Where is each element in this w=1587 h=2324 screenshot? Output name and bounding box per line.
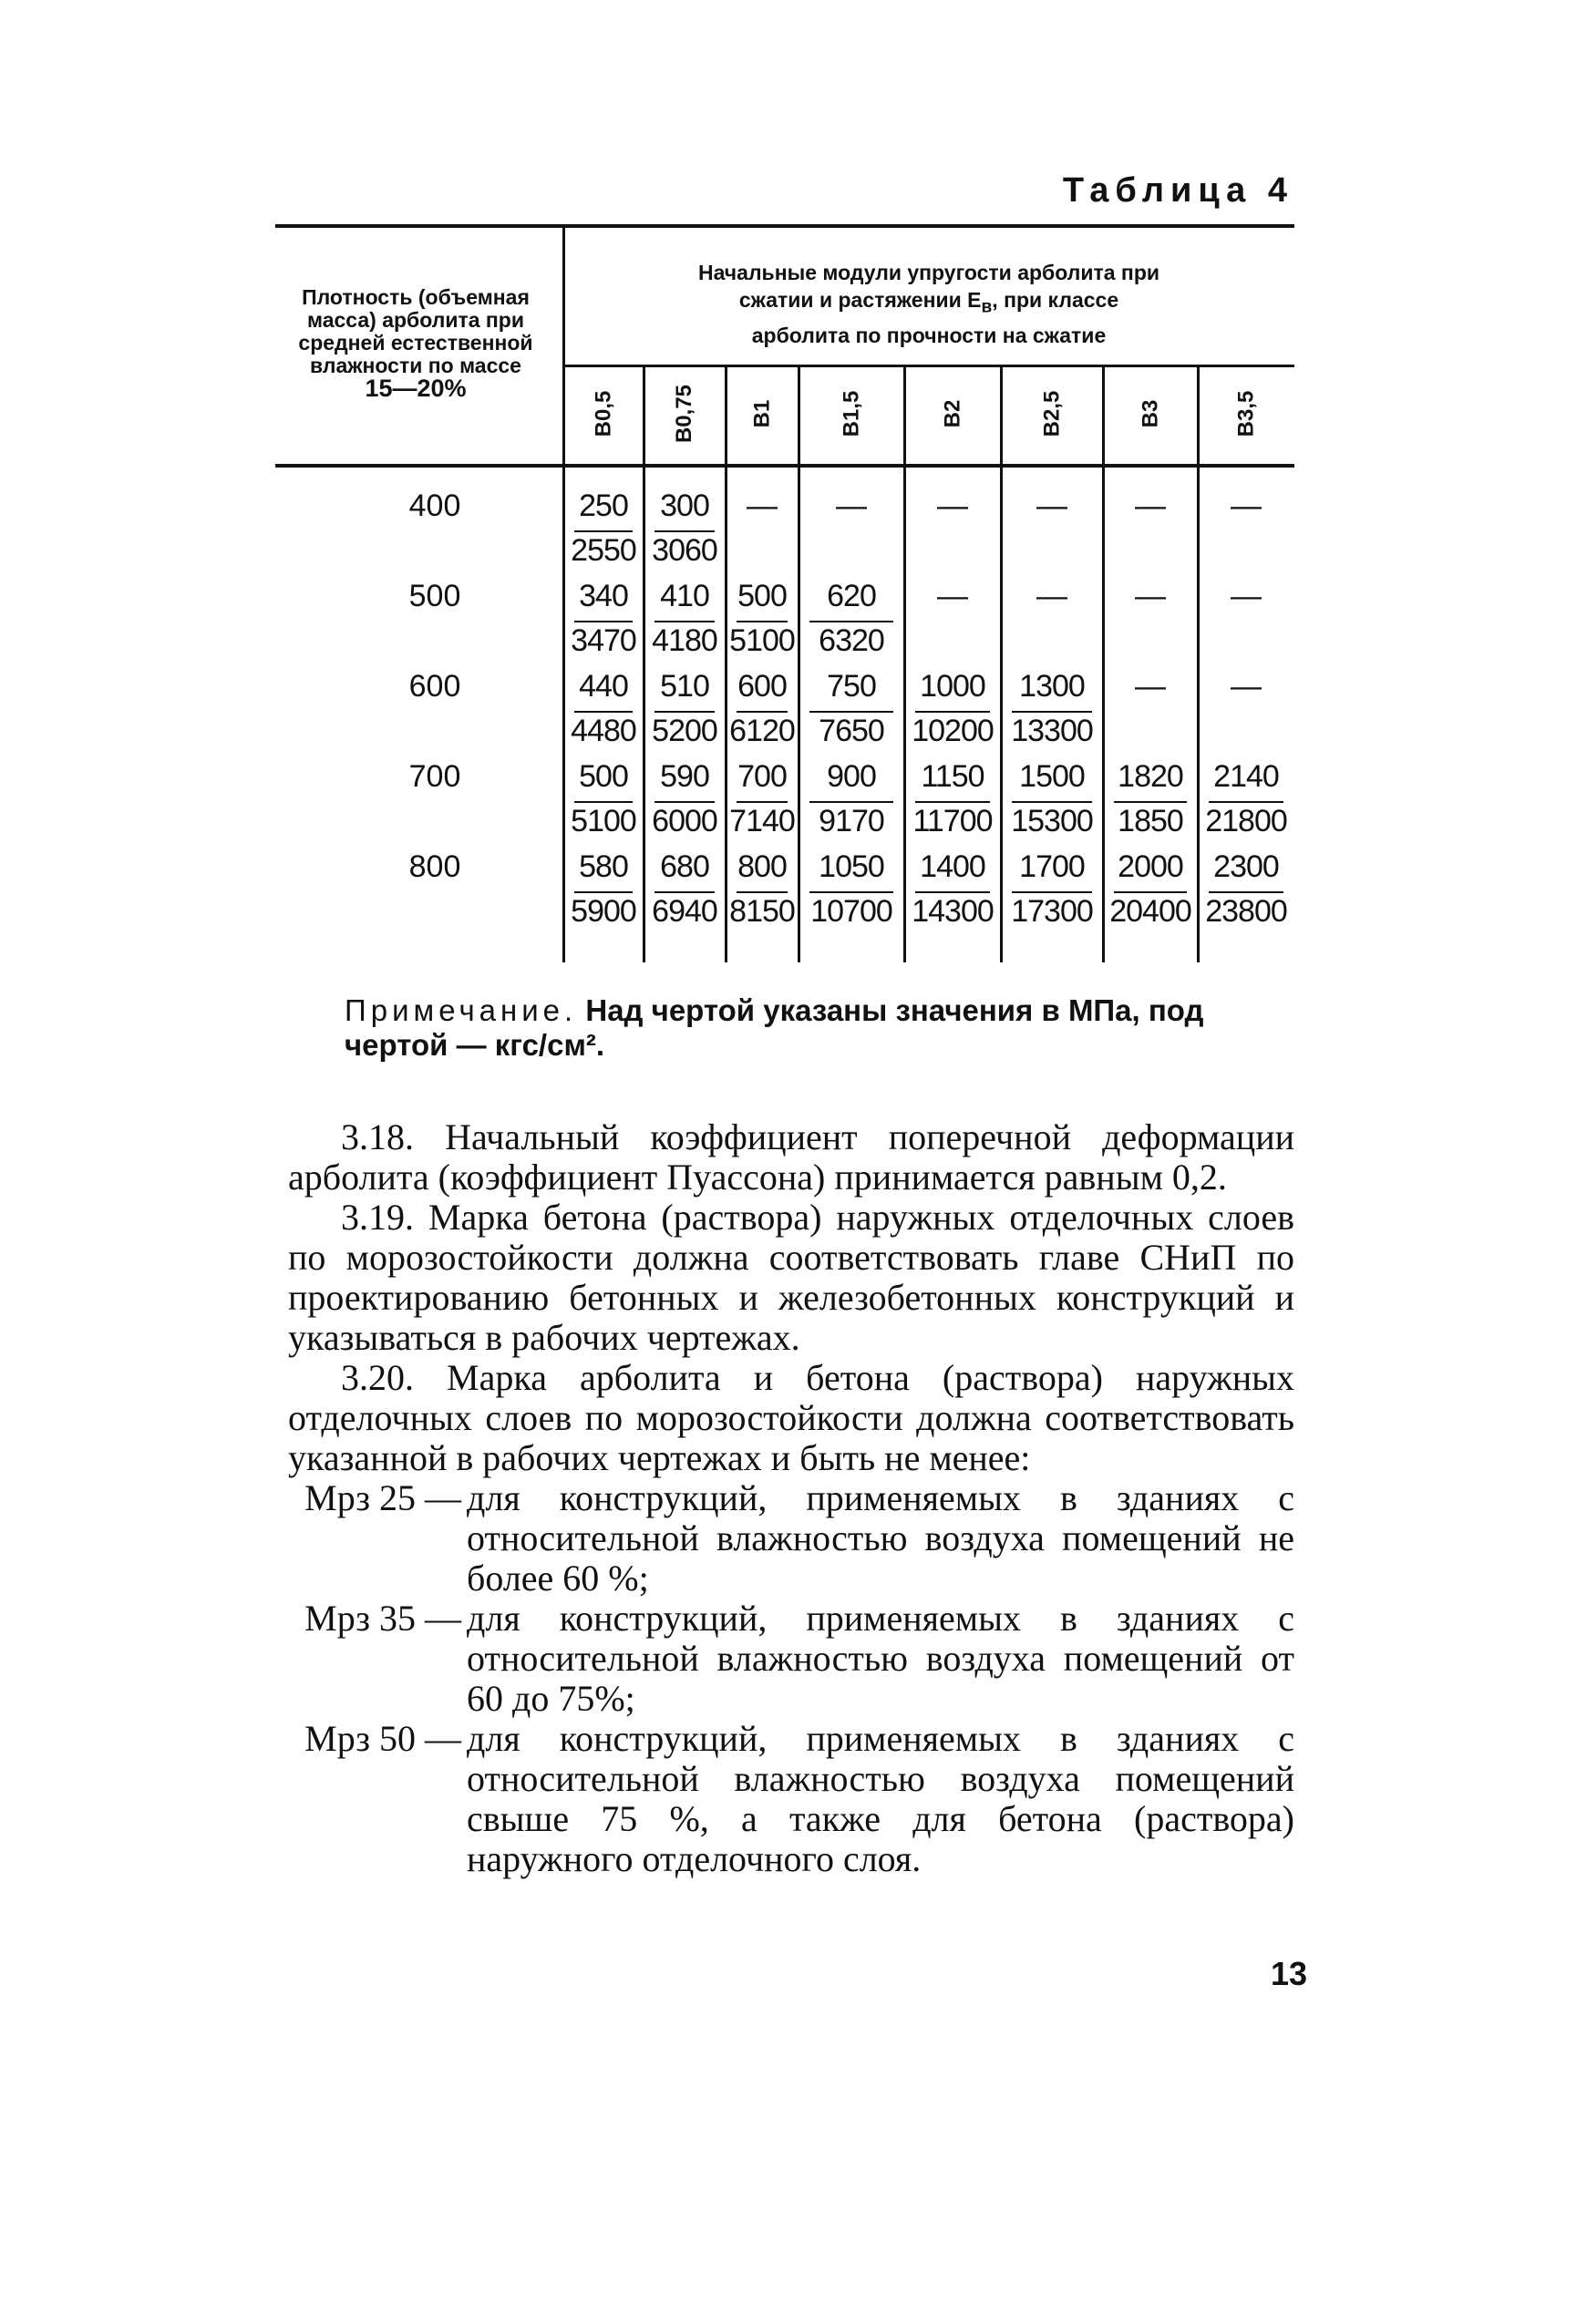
modulus-mpa: 250 bbox=[579, 488, 628, 523]
modulus-kgf: 3060 bbox=[652, 533, 717, 568]
density-value: 600 bbox=[408, 669, 461, 704]
fraction-bar bbox=[574, 711, 633, 713]
column-divider bbox=[643, 365, 645, 962]
modulus-header-line: арболита по прочности на сжатие bbox=[751, 323, 1107, 347]
page-number: 13 bbox=[1271, 1955, 1308, 1992]
modulus-mpa: 510 bbox=[660, 669, 709, 704]
fraction-bar bbox=[1012, 711, 1092, 713]
modulus-kgf: 7140 bbox=[729, 804, 795, 838]
fraction-bar bbox=[1114, 891, 1187, 893]
fraction-bar bbox=[915, 711, 990, 713]
modulus-header-line: сжатии и растяжении Е bbox=[738, 288, 982, 312]
modulus-mpa: 500 bbox=[737, 579, 787, 613]
empty-cell-dash: — bbox=[1036, 579, 1067, 613]
fraction-bar bbox=[915, 891, 990, 893]
modulus-kgf: 23800 bbox=[1205, 894, 1287, 929]
empty-cell-dash: — bbox=[937, 488, 968, 523]
body-text bbox=[288, 1117, 1294, 1879]
modulus-kgf: 6940 bbox=[652, 894, 717, 929]
fraction-bar bbox=[1209, 891, 1283, 893]
fraction-bar bbox=[654, 801, 715, 803]
modulus-mpa: 1820 bbox=[1118, 759, 1183, 794]
modulus-kgf: 10700 bbox=[810, 894, 892, 929]
modulus-kgf: 1850 bbox=[1118, 804, 1183, 838]
class-label: В1,5 bbox=[839, 390, 864, 437]
class-label: В3 bbox=[1138, 399, 1162, 428]
modulus-mpa: 600 bbox=[737, 669, 787, 704]
empty-cell-dash: — bbox=[1231, 488, 1262, 523]
modulus-mpa: 750 bbox=[827, 669, 876, 704]
class-label: В0,75 bbox=[672, 384, 697, 444]
modulus-kgf: 5100 bbox=[571, 804, 636, 838]
column-divider bbox=[903, 365, 906, 962]
empty-cell-dash: — bbox=[1036, 488, 1067, 523]
fraction-bar bbox=[809, 891, 893, 893]
frost-grade-code: Мрз 25 — bbox=[304, 1477, 461, 1518]
density-header-line: масса) арболита при bbox=[306, 308, 524, 332]
modulus-mpa: 1150 bbox=[921, 759, 984, 794]
note-text: Над чертой указаны значения в МПа, под чертой — кгс/см². bbox=[345, 993, 1204, 1062]
modulus-mpa: 440 bbox=[579, 669, 628, 704]
density-value: 800 bbox=[408, 849, 461, 884]
class-label: В1 bbox=[749, 399, 774, 428]
class-header bbox=[666, 377, 703, 450]
column-divider bbox=[725, 365, 727, 962]
table-header-rule bbox=[275, 464, 1294, 468]
modulus-mpa: 1400 bbox=[920, 849, 985, 884]
modulus-mpa: 2000 bbox=[1118, 849, 1183, 884]
table-title: Таблица 4 bbox=[1062, 171, 1293, 210]
modulus-kgf: 13300 bbox=[1011, 714, 1093, 748]
note-label: Примечание. bbox=[345, 993, 578, 1027]
column-divider bbox=[1197, 365, 1200, 962]
frost-grade-item bbox=[288, 1599, 1294, 1719]
class-header bbox=[1132, 377, 1169, 450]
class-header bbox=[1034, 377, 1070, 450]
modulus-mpa: 1500 bbox=[1019, 759, 1085, 794]
fraction-bar bbox=[1012, 891, 1092, 893]
density-value: 400 bbox=[408, 488, 461, 523]
paragraph-3-18: 3.18. Начальный коэффициент поперечной деформации арболита (коэффициент Пуассона) принимается равным 0,2. bbox=[288, 1116, 1294, 1198]
column-divider bbox=[1102, 365, 1105, 962]
modulus-kgf: 2550 bbox=[571, 533, 636, 568]
modulus-mpa: 620 bbox=[827, 579, 876, 613]
frost-grade-text: для конструкций, применяемых в зданиях с относительной влажностью воздуха помещений от 60 до 75%; bbox=[467, 1598, 1294, 1719]
group-header-rule bbox=[563, 365, 1294, 367]
modulus-kgf: 3470 bbox=[571, 623, 636, 658]
modulus-group-header bbox=[563, 259, 1294, 349]
modulus-mpa: 2300 bbox=[1213, 849, 1279, 884]
fraction-bar bbox=[1209, 801, 1283, 803]
fraction-bar bbox=[809, 621, 893, 622]
density-value: 500 bbox=[408, 579, 461, 613]
modulus-mpa: 410 bbox=[660, 579, 709, 613]
modulus-kgf: 5100 bbox=[729, 623, 795, 658]
class-header bbox=[833, 377, 870, 450]
table-top-rule bbox=[275, 224, 1294, 228]
modulus-kgf: 4480 bbox=[571, 714, 636, 748]
modulus-kgf: 10200 bbox=[912, 714, 994, 748]
modulus-header-line: , при классе bbox=[992, 288, 1119, 312]
empty-cell-dash: — bbox=[1135, 488, 1166, 523]
table-note bbox=[345, 993, 1293, 1063]
frost-grade-item bbox=[288, 1478, 1294, 1599]
modulus-mpa: 2140 bbox=[1213, 759, 1279, 794]
density-header-line: средней естественной bbox=[298, 331, 533, 355]
modulus-kgf: 4180 bbox=[652, 623, 717, 658]
modulus-header-subscript: в bbox=[981, 297, 993, 317]
modulus-kgf: 5200 bbox=[652, 714, 717, 748]
fraction-bar bbox=[1012, 801, 1092, 803]
fraction-bar bbox=[654, 621, 715, 622]
class-header bbox=[1228, 377, 1264, 450]
paragraph-3-19: 3.19. Марка бетона (раствора) наружных отделочных слоев по морозостойкости должна соответствовать главе СНиП по проектированию бетонных и железобетонных конструкций и указываться в рабочих чертежах. bbox=[288, 1197, 1294, 1358]
fraction-bar bbox=[737, 711, 788, 713]
modulus-mpa: 300 bbox=[660, 488, 709, 523]
empty-cell-dash: — bbox=[1231, 669, 1262, 704]
modulus-kgf: 6120 bbox=[729, 714, 795, 748]
modulus-header-line: Начальные модули упругости арболита при bbox=[697, 261, 1160, 284]
fraction-bar bbox=[654, 530, 715, 532]
modulus-mpa: 1700 bbox=[1019, 849, 1085, 884]
fraction-bar bbox=[809, 711, 893, 713]
modulus-mpa: 1300 bbox=[1019, 669, 1085, 704]
class-header bbox=[744, 377, 780, 450]
modulus-kgf: 8150 bbox=[729, 894, 795, 929]
fraction-bar bbox=[654, 891, 715, 893]
modulus-mpa: 900 bbox=[827, 759, 876, 794]
modulus-kgf: 21800 bbox=[1205, 804, 1287, 838]
modulus-kgf: 11700 bbox=[912, 804, 993, 838]
empty-cell-dash: — bbox=[1231, 579, 1262, 613]
class-label: В2,5 bbox=[1039, 390, 1065, 437]
fraction-bar bbox=[574, 891, 633, 893]
modulus-mpa: 1050 bbox=[819, 849, 884, 884]
modulus-mpa: 340 bbox=[579, 579, 628, 613]
modulus-mpa: 500 bbox=[579, 759, 628, 794]
class-header bbox=[585, 377, 622, 450]
modulus-mpa: 680 bbox=[660, 849, 709, 884]
modulus-mpa: 1000 bbox=[920, 669, 985, 704]
fraction-bar bbox=[1114, 801, 1187, 803]
modulus-mpa: 800 bbox=[737, 849, 787, 884]
empty-cell-dash: — bbox=[1135, 669, 1166, 704]
fraction-bar bbox=[737, 891, 788, 893]
fraction-bar bbox=[737, 801, 788, 803]
fraction-bar bbox=[654, 711, 715, 713]
modulus-kgf: 9170 bbox=[819, 804, 884, 838]
frost-grade-code: Мрз 35 — bbox=[304, 1598, 461, 1639]
density-header-line: Плотность (объемная bbox=[302, 285, 530, 309]
paragraph-3-20: 3.20. Марка арболита и бетона (раствора) наружных отделочных слоев по морозостойкости должна соответствовать указанной в рабочих чертежах и быть не менее: bbox=[288, 1357, 1294, 1478]
modulus-kgf: 6320 bbox=[819, 623, 884, 658]
frost-grade-item bbox=[288, 1719, 1294, 1879]
modulus-mpa: 580 bbox=[579, 849, 628, 884]
column-divider bbox=[562, 224, 565, 962]
class-label: В0,5 bbox=[591, 390, 616, 437]
column-divider bbox=[798, 365, 800, 962]
modulus-kgf: 7650 bbox=[819, 714, 884, 748]
empty-cell-dash: — bbox=[1135, 579, 1166, 613]
empty-cell-dash: — bbox=[836, 488, 867, 523]
frost-grade-text: для конструкций, применяемых в зданиях с относительной влажностью воздуха помещений не более 60 %; bbox=[467, 1477, 1294, 1599]
class-label: В2 bbox=[940, 399, 964, 428]
modulus-kgf: 6000 bbox=[652, 804, 717, 838]
empty-cell-dash: — bbox=[747, 488, 778, 523]
modulus-mpa: 700 bbox=[737, 759, 787, 794]
modulus-kgf: 15300 bbox=[1011, 804, 1093, 838]
class-label: В3,5 bbox=[1233, 390, 1259, 437]
fraction-bar bbox=[737, 621, 788, 622]
modulus-mpa: 590 bbox=[660, 759, 709, 794]
density-header-line: влажности по массе bbox=[310, 354, 521, 377]
density-value: 700 bbox=[408, 759, 461, 794]
density-header-range: 15—20% bbox=[365, 375, 467, 402]
fraction-bar bbox=[809, 801, 893, 803]
modulus-kgf: 20400 bbox=[1109, 894, 1191, 929]
density-column-header bbox=[275, 286, 556, 400]
column-divider bbox=[1000, 365, 1003, 962]
frost-grade-text: для конструкций, применяемых в зданиях с относительной влажностью воздуха помещений свыше 75 %, а также для бетона (раствора) наружного отделочного слоя. bbox=[467, 1718, 1294, 1879]
modulus-kgf: 17300 bbox=[1011, 894, 1093, 929]
frost-grade-code: Мрз 50 — bbox=[304, 1718, 461, 1759]
fraction-bar bbox=[915, 801, 990, 803]
modulus-kgf: 5900 bbox=[571, 894, 636, 929]
modulus-kgf: 14300 bbox=[912, 894, 994, 929]
empty-cell-dash: — bbox=[937, 579, 968, 613]
fraction-bar bbox=[574, 801, 633, 803]
fraction-bar bbox=[574, 621, 633, 622]
fraction-bar bbox=[574, 530, 633, 532]
class-header bbox=[934, 377, 971, 450]
